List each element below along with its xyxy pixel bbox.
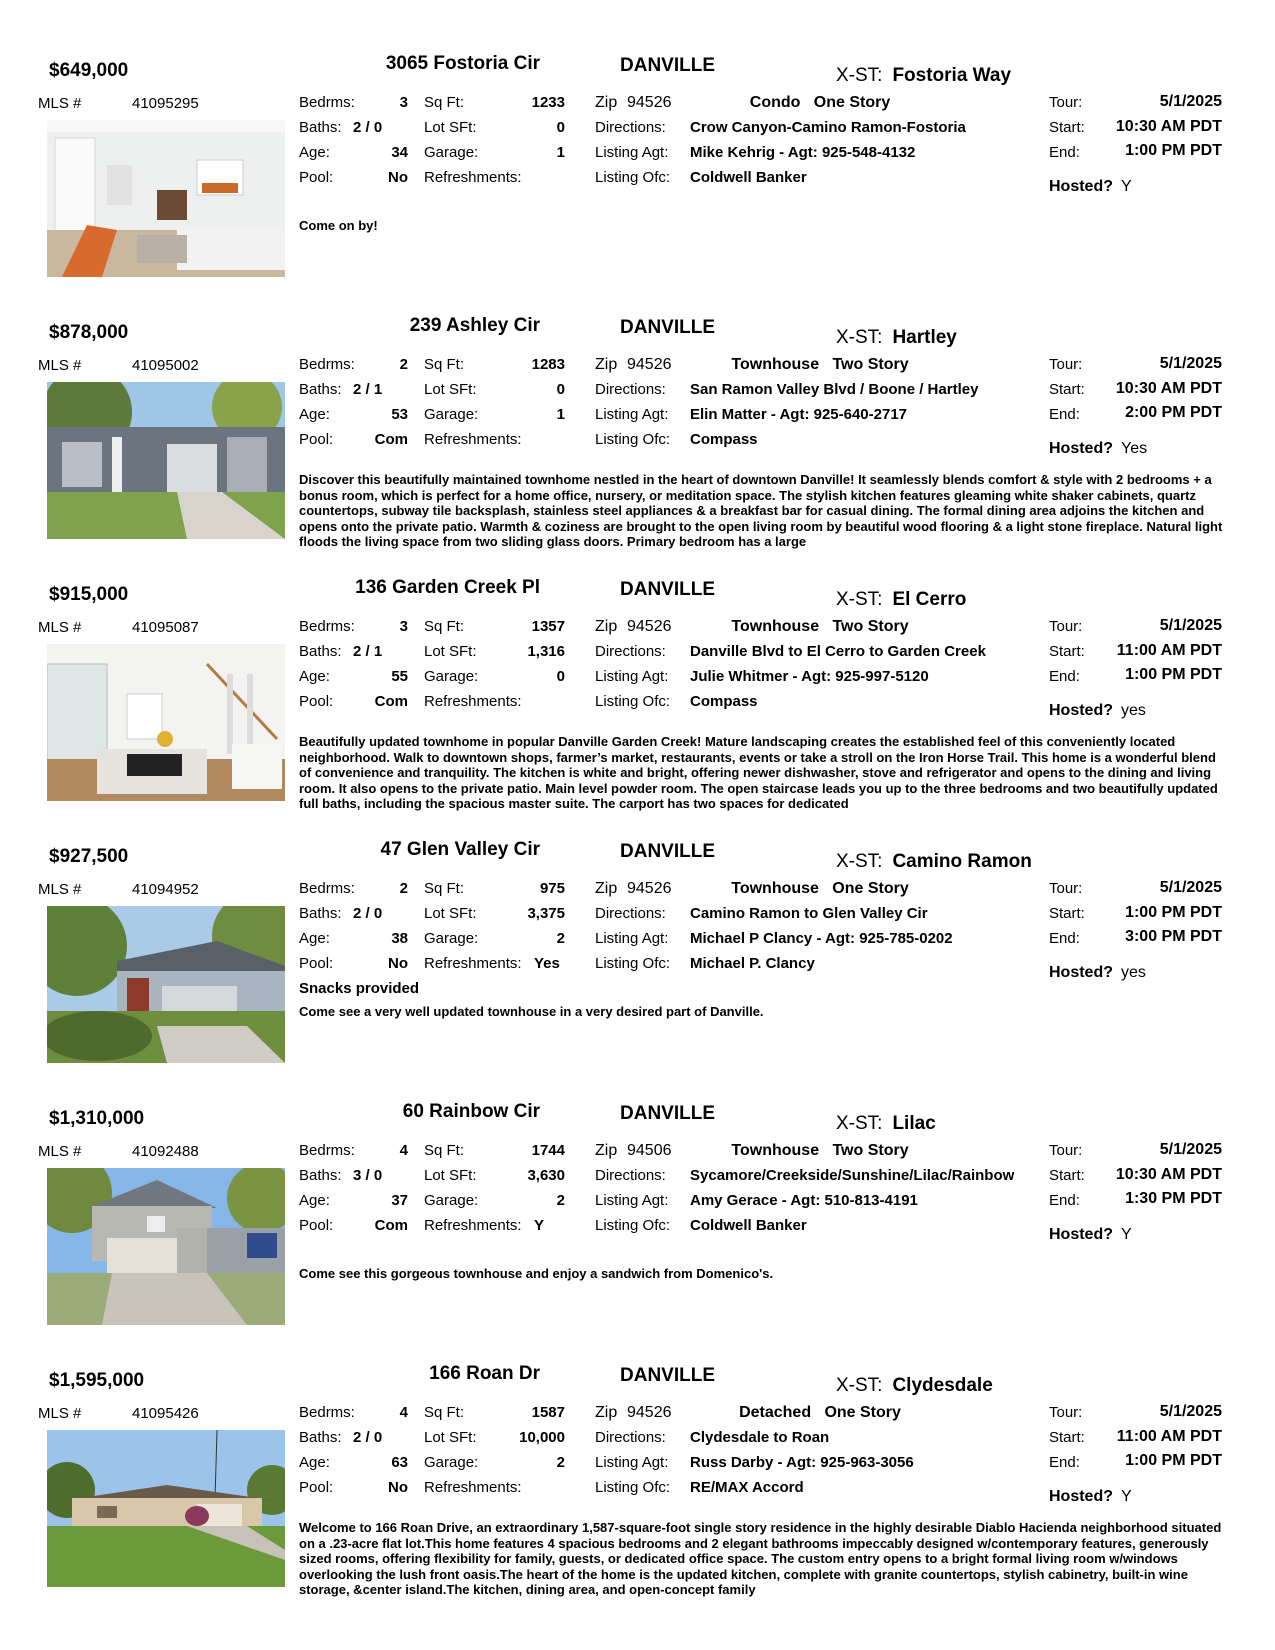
hosted: [1049, 1488, 1132, 1506]
baths-value: 2 / 1: [353, 643, 383, 660]
zip-label: Zip: [595, 618, 618, 635]
lotsft-value: 0: [556, 119, 565, 136]
start-time: 11:00 AM PDT: [1116, 1428, 1222, 1445]
listing-description: Discover this beautifully maintained townhome nestled in the heart of downtown Danville! It seamlessly blends comfort & style with 2 bedrooms + a bonus room, which is perfect for a home office, nursery, or meditation space. The stylish kitchen features gleaming white shaker cabinets, quartz countertops, subway tile backsplash, stainless steel appliances & a breakfast bar for casual dining. The formal dining area adjoins the kitchen and opens onto the private patio. Warmth & coziness are brought to the open living room by beautiful wood flooring & a light stone fireplace. Natural light floods the living space from two sliding glass doors. Primary bedroom has a large: [299, 472, 1223, 549]
refreshments-label: Refreshments:: [424, 169, 522, 186]
pool-value: Com: [374, 431, 408, 448]
lotsft-label: Lot SFt:: [424, 381, 477, 398]
end-time: 1:00 PM PDT: [1125, 142, 1222, 159]
lotsft-value: 10,000: [519, 1429, 565, 1446]
garage-value: 1: [556, 144, 565, 161]
street-address: 239 Ashley Cir: [409, 315, 540, 336]
listing-office-value: RE/MAX Accord: [690, 1479, 804, 1496]
tour-date: 5/1/2025: [1159, 93, 1222, 110]
refreshments-label: Refreshments:: [424, 955, 522, 972]
hosted: [1049, 440, 1147, 458]
baths-label: Baths:: [299, 1167, 342, 1184]
xst-value: Camino Ramon: [892, 851, 1032, 872]
directions-label: Directions:: [595, 381, 666, 398]
zip-value: 94526: [627, 94, 672, 111]
hosted-label: Hosted?: [1049, 964, 1113, 981]
city: DANVILLE: [620, 55, 715, 76]
listing-agent-label: Listing Agt:: [595, 144, 669, 161]
end-time: 2:00 PM PDT: [1125, 404, 1222, 421]
baths-value: 2 / 0: [353, 1429, 383, 1446]
bedrms-value: 4: [399, 1404, 408, 1421]
bedrms-label: Bedrms:: [299, 1404, 355, 1421]
tour-date: 5/1/2025: [1159, 1403, 1222, 1420]
listing-agent-label: Listing Agt:: [595, 930, 669, 947]
listing-card: [0, 839, 1275, 1106]
end-time: 3:00 PM PDT: [1125, 928, 1222, 945]
age-label: Age:: [299, 930, 330, 947]
property-type: Detached One Story: [739, 1404, 901, 1421]
street-address: 60 Rainbow Cir: [402, 1101, 540, 1122]
listing-photo: [47, 382, 285, 539]
lotsft-value: 0: [556, 381, 565, 398]
tour-date: 5/1/2025: [1159, 617, 1222, 634]
hosted: [1049, 1226, 1132, 1244]
xst-label: X-ST:: [836, 1113, 883, 1134]
lotsft-label: Lot SFt:: [424, 905, 477, 922]
bedrms-label: Bedrms:: [299, 1142, 355, 1159]
age-label: Age:: [299, 668, 330, 685]
zip-value: 94506: [627, 1142, 672, 1159]
age-value: 38: [391, 930, 408, 947]
pool-label: Pool:: [299, 431, 334, 448]
zip-value: 94526: [627, 1404, 672, 1421]
refreshments-note: Snacks provided: [299, 980, 420, 997]
hosted-value: Y: [1121, 1226, 1132, 1243]
directions-label: Directions:: [595, 643, 666, 660]
city: DANVILLE: [620, 1103, 715, 1124]
hosted-label: Hosted?: [1049, 1226, 1113, 1243]
listing-office-value: Coldwell Banker: [690, 1217, 807, 1234]
directions-value: Clydesdale to Roan: [690, 1429, 830, 1446]
listing-agent-value: Amy Gerace - Agt: 510-813-4191: [690, 1192, 918, 1209]
start-label: Start:: [1049, 643, 1085, 660]
tour-label: Tour:: [1049, 1404, 1083, 1421]
start-time: 10:30 AM PDT: [1115, 1166, 1222, 1183]
cross-street: [836, 327, 957, 349]
xst-label: X-ST:: [836, 851, 883, 872]
directions-label: Directions:: [595, 905, 666, 922]
garage-value: 2: [556, 1192, 565, 1209]
listing-office-label: Listing Ofc:: [595, 693, 671, 710]
mls-number: 41095087: [132, 619, 199, 636]
age-value: 37: [391, 1192, 408, 1209]
end-label: End:: [1049, 1192, 1080, 1209]
price: $878,000: [49, 322, 129, 343]
zip-label: Zip: [595, 1142, 618, 1159]
bedrms-value: 3: [399, 618, 408, 635]
hosted-label: Hosted?: [1049, 1488, 1113, 1505]
garage-value: 0: [556, 668, 565, 685]
bedrms-label: Bedrms:: [299, 356, 355, 373]
xst-value: Fostoria Way: [892, 65, 1012, 86]
baths-label: Baths:: [299, 1429, 342, 1446]
price: $915,000: [49, 584, 129, 605]
street-address: 166 Roan Dr: [429, 1363, 540, 1384]
bedrms-label: Bedrms:: [299, 618, 355, 635]
cross-street: [836, 1375, 993, 1397]
listing-photo: [47, 1430, 285, 1587]
refreshments-label: Refreshments:: [424, 431, 522, 448]
listing-card: [0, 315, 1275, 582]
age-label: Age:: [299, 406, 330, 423]
bedrms-value: 2: [399, 356, 408, 373]
listing-description: Beautifully updated townhome in popular Danville Garden Creek! Mature landscaping creates the established feel of this conveniently located neighborhood. Walk to downtown shops, farmer’s market, restaurants, events or take a stroll on the Iron Horse Trail. This home is a wonderful blend of convenience and tranquility. The kitchen is white and bright, offering newer dishwasher, stove and refrigerator and opens to the dining and living room. It also opens to the private patio. Main level powder room. The open staircase leads you up to the three bedrooms and two beautifully updated full baths, including the spacious master suite. The carport has two spaces for dedicated: [299, 734, 1218, 811]
mls-number: 41095002: [132, 357, 199, 374]
tour-label: Tour:: [1049, 618, 1083, 635]
age-value: 53: [391, 406, 408, 423]
mls-number: 41095295: [132, 95, 199, 112]
lotsft-value: 3,375: [527, 905, 565, 922]
property-type: Townhouse Two Story: [731, 356, 909, 373]
hosted: [1049, 964, 1146, 982]
garage-value: 1: [556, 406, 565, 423]
tour-date: 5/1/2025: [1159, 355, 1222, 372]
listing-agent-label: Listing Agt:: [595, 1192, 669, 1209]
directions-label: Directions:: [595, 1429, 666, 1446]
age-value: 34: [391, 144, 408, 161]
city: DANVILLE: [620, 841, 715, 862]
end-label: End:: [1049, 668, 1080, 685]
sqft-label: Sq Ft:: [424, 1404, 465, 1421]
refreshments-value: Yes: [534, 955, 560, 972]
xst-value: El Cerro: [892, 589, 967, 610]
sqft-value: 1744: [531, 1142, 565, 1159]
hosted-value: yes: [1121, 964, 1146, 981]
refreshments-label: Refreshments:: [424, 1479, 522, 1496]
age-value: 63: [391, 1454, 408, 1471]
lotsft-label: Lot SFt:: [424, 1429, 477, 1446]
listing-office-label: Listing Ofc:: [595, 1479, 671, 1496]
pool-label: Pool:: [299, 1217, 334, 1234]
tour-label: Tour:: [1049, 356, 1083, 373]
xst-label: X-ST:: [836, 327, 883, 348]
refreshments-label: Refreshments:: [424, 1217, 522, 1234]
mls-label: MLS #: [38, 1405, 82, 1422]
listing-description: Welcome to 166 Roan Drive, an extraordinary 1,587-square-foot single story residence in the highly desirable Diablo Hacienda neighborhood situated on a .23-acre flat lot.This home features 4 spacious bedrooms and 2 elegant bathrooms impeccably designed w/contemporary features, generously sized rooms, offering flexibility for family, guests, or dedicated office space. The custom entry opens to a bright formal living room w/windows overlooking the lush front oasis.The heart of the home is the updated kitchen, complete with granite countertops, stylish cabinetry, built-in wine storage, &center island.The kitchen, dining area, and open-concept family: [299, 1520, 1222, 1597]
pool-label: Pool:: [299, 693, 334, 710]
listing-photo: [47, 906, 285, 1063]
pool-value: No: [388, 1479, 408, 1496]
listing-photo: [47, 120, 285, 277]
bedrms-value: 2: [399, 880, 408, 897]
listing-office-value: Michael P. Clancy: [690, 955, 815, 972]
tour-date: 5/1/2025: [1159, 879, 1222, 896]
listing-office-label: Listing Ofc:: [595, 169, 671, 186]
cross-street: [836, 65, 1011, 87]
zip-label: Zip: [595, 356, 618, 373]
mls-label: MLS #: [38, 881, 82, 898]
age-label: Age:: [299, 144, 330, 161]
baths-value: 2 / 0: [353, 119, 383, 136]
mls-label: MLS #: [38, 95, 82, 112]
baths-label: Baths:: [299, 643, 342, 660]
refreshments-value: Y: [534, 1217, 545, 1234]
baths-label: Baths:: [299, 119, 342, 136]
listing-agent-value: Julie Whitmer - Agt: 925-997-5120: [690, 668, 929, 685]
mls-label: MLS #: [38, 1143, 82, 1160]
zip-value: 94526: [627, 880, 672, 897]
street-address: 3065 Fostoria Cir: [385, 53, 540, 74]
zip-label: Zip: [595, 880, 618, 897]
listing-office-value: Coldwell Banker: [690, 169, 807, 186]
listing-agent-value: Elin Matter - Agt: 925-640-2717: [690, 406, 908, 423]
hosted: [1049, 178, 1132, 196]
garage-label: Garage:: [424, 668, 479, 685]
zip-value: 94526: [627, 618, 672, 635]
cross-street: [836, 1113, 936, 1135]
end-time: 1:00 PM PDT: [1125, 1452, 1222, 1469]
baths-value: 2 / 1: [353, 381, 383, 398]
mls-number: 41094952: [132, 881, 199, 898]
sqft-value: 1233: [531, 94, 565, 111]
tour-label: Tour:: [1049, 880, 1083, 897]
baths-value: 3 / 0: [353, 1167, 383, 1184]
xst-value: Hartley: [892, 327, 957, 348]
bedrms-label: Bedrms:: [299, 94, 355, 111]
start-label: Start:: [1049, 119, 1085, 136]
price: $1,595,000: [49, 1370, 145, 1391]
start-time: 1:00 PM PDT: [1125, 904, 1222, 921]
start-label: Start:: [1049, 1429, 1085, 1446]
lotsft-value: 1,316: [527, 643, 565, 660]
hosted-label: Hosted?: [1049, 440, 1113, 457]
city: DANVILLE: [620, 317, 715, 338]
price: $927,500: [49, 846, 129, 867]
price: $649,000: [49, 60, 129, 81]
garage-label: Garage:: [424, 1192, 479, 1209]
end-label: End:: [1049, 144, 1080, 161]
tour-label: Tour:: [1049, 94, 1083, 111]
start-time: 10:30 AM PDT: [1115, 380, 1222, 397]
city: DANVILLE: [620, 579, 715, 600]
garage-value: 2: [556, 1454, 565, 1471]
baths-label: Baths:: [299, 381, 342, 398]
directions-label: Directions:: [595, 1167, 666, 1184]
sqft-value: 1357: [531, 618, 565, 635]
listing-agent-label: Listing Agt:: [595, 668, 669, 685]
garage-value: 2: [556, 930, 565, 947]
xst-value: Clydesdale: [892, 1375, 993, 1396]
listing-office-value: Compass: [690, 693, 758, 710]
city: DANVILLE: [620, 1365, 715, 1386]
directions-label: Directions:: [595, 119, 666, 136]
listing-agent-label: Listing Agt:: [595, 406, 669, 423]
listing-agent-value: Russ Darby - Agt: 925-963-3056: [690, 1454, 914, 1471]
listing-office-label: Listing Ofc:: [595, 431, 671, 448]
listing-description: Come on by!: [299, 218, 378, 233]
bedrms-value: 3: [399, 94, 408, 111]
pool-label: Pool:: [299, 169, 334, 186]
tour-date: 5/1/2025: [1159, 1141, 1222, 1158]
xst-label: X-ST:: [836, 1375, 883, 1396]
end-label: End:: [1049, 930, 1080, 947]
bedrms-label: Bedrms:: [299, 880, 355, 897]
bedrms-value: 4: [399, 1142, 408, 1159]
garage-label: Garage:: [424, 1454, 479, 1471]
lotsft-value: 3,630: [527, 1167, 565, 1184]
directions-value: Sycamore/Creekside/Sunshine/Lilac/Rainbow: [690, 1167, 1015, 1184]
directions-value: San Ramon Valley Blvd / Boone / Hartley: [690, 381, 979, 398]
sqft-label: Sq Ft:: [424, 94, 465, 111]
sqft-label: Sq Ft:: [424, 880, 465, 897]
baths-value: 2 / 0: [353, 905, 383, 922]
garage-label: Garage:: [424, 930, 479, 947]
listing-office-label: Listing Ofc:: [595, 955, 671, 972]
age-value: 55: [391, 668, 408, 685]
mls-number: 41095426: [132, 1405, 199, 1422]
street-address: 136 Garden Creek Pl: [355, 577, 540, 598]
listing-card: [0, 53, 1275, 320]
zip-label: Zip: [595, 94, 618, 111]
lotsft-label: Lot SFt:: [424, 1167, 477, 1184]
listing-agent-label: Listing Agt:: [595, 1454, 669, 1471]
hosted-label: Hosted?: [1049, 702, 1113, 719]
hosted-value: Y: [1121, 1488, 1132, 1505]
sqft-label: Sq Ft:: [424, 618, 465, 635]
hosted-label: Hosted?: [1049, 178, 1113, 195]
directions-value: Crow Canyon-Camino Ramon-Fostoria: [690, 119, 966, 136]
sqft-value: 1283: [531, 356, 565, 373]
listing-photo: [47, 644, 285, 801]
garage-label: Garage:: [424, 406, 479, 423]
start-label: Start:: [1049, 381, 1085, 398]
sqft-label: Sq Ft:: [424, 356, 465, 373]
mls-label: MLS #: [38, 619, 82, 636]
property-type: Townhouse Two Story: [731, 1142, 909, 1159]
baths-label: Baths:: [299, 905, 342, 922]
refreshments-label: Refreshments:: [424, 693, 522, 710]
start-label: Start:: [1049, 905, 1085, 922]
listing-description: Come see this gorgeous townhouse and enjoy a sandwich from Domenico's.: [299, 1266, 774, 1281]
hosted-value: Yes: [1121, 440, 1148, 457]
cross-street: [836, 851, 1032, 873]
age-label: Age:: [299, 1192, 330, 1209]
pool-value: Com: [374, 693, 408, 710]
mls-label: MLS #: [38, 357, 82, 374]
sqft-value: 975: [539, 880, 565, 897]
pool-value: Com: [374, 1217, 408, 1234]
listing-photo: [47, 1168, 285, 1325]
sqft-value: 1587: [531, 1404, 565, 1421]
age-label: Age:: [299, 1454, 330, 1471]
listing-card: [0, 577, 1275, 844]
listing-agent-value: Michael P Clancy - Agt: 925-785-0202: [690, 930, 953, 947]
listing-description: Come see a very well updated townhouse in a very desired part of Danville.: [299, 1004, 764, 1019]
pool-label: Pool:: [299, 1479, 334, 1496]
listing-office-label: Listing Ofc:: [595, 1217, 671, 1234]
hosted: [1049, 702, 1146, 720]
hosted-value: Y: [1121, 178, 1132, 195]
directions-value: Camino Ramon to Glen Valley Cir: [690, 905, 928, 922]
property-type: Townhouse One Story: [731, 880, 909, 897]
start-time: 11:00 AM PDT: [1116, 642, 1222, 659]
listing-card: [0, 1101, 1275, 1368]
end-time: 1:30 PM PDT: [1125, 1190, 1222, 1207]
tour-label: Tour:: [1049, 1142, 1083, 1159]
garage-label: Garage:: [424, 144, 479, 161]
property-type: Condo One Story: [749, 94, 891, 111]
lotsft-label: Lot SFt:: [424, 643, 477, 660]
zip-label: Zip: [595, 1404, 618, 1421]
end-label: End:: [1049, 406, 1080, 423]
xst-value: Lilac: [892, 1113, 936, 1134]
pool-label: Pool:: [299, 955, 334, 972]
pool-value: No: [388, 169, 408, 186]
listing-card: [0, 1363, 1275, 1630]
end-label: End:: [1049, 1454, 1080, 1471]
cross-street: [836, 589, 966, 611]
xst-label: X-ST:: [836, 589, 883, 610]
listing-agent-value: Mike Kehrig - Agt: 925-548-4132: [690, 144, 916, 161]
mls-number: 41092488: [132, 1143, 199, 1160]
listing-office-value: Compass: [690, 431, 758, 448]
start-label: Start:: [1049, 1167, 1085, 1184]
hosted-value: yes: [1121, 702, 1146, 719]
end-time: 1:00 PM PDT: [1125, 666, 1222, 683]
pool-value: No: [388, 955, 408, 972]
directions-value: Danville Blvd to El Cerro to Garden Creek: [690, 643, 986, 660]
property-type: Townhouse Two Story: [731, 618, 909, 635]
sqft-label: Sq Ft:: [424, 1142, 465, 1159]
price: $1,310,000: [49, 1108, 145, 1129]
street-address: 47 Glen Valley Cir: [380, 839, 540, 860]
xst-label: X-ST:: [836, 65, 883, 86]
zip-value: 94526: [627, 356, 672, 373]
lotsft-label: Lot SFt:: [424, 119, 477, 136]
start-time: 10:30 AM PDT: [1115, 118, 1222, 135]
